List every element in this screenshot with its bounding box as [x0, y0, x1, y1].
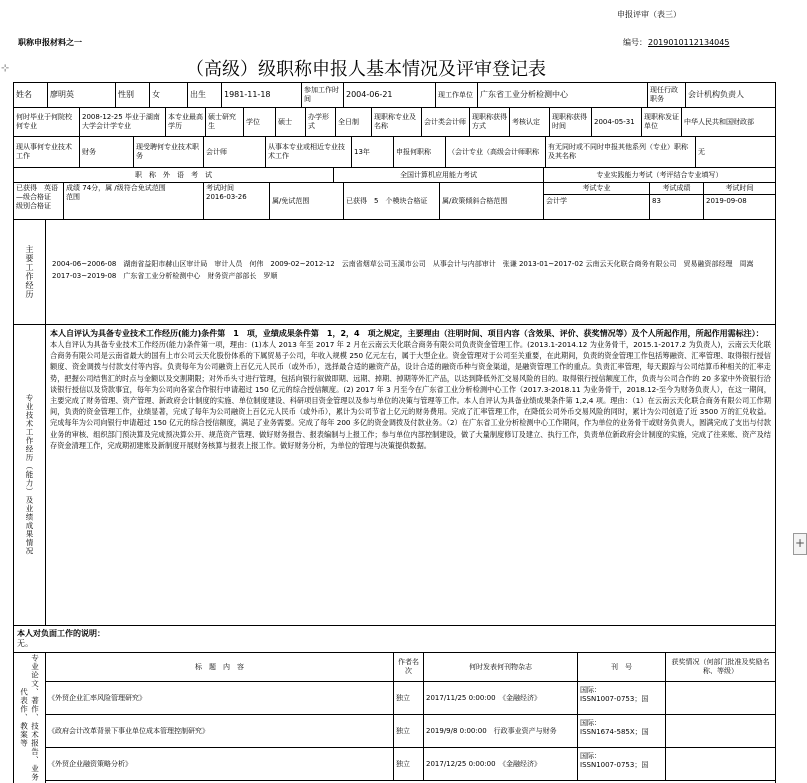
paper-issn-value: ISSN1007-0753；国	[580, 695, 649, 703]
paper-time: 2017/12/25 0:00:00 《金融经济》	[424, 748, 578, 780]
apply-value: 会计师	[204, 137, 266, 167]
way-value: 考核认定	[510, 108, 550, 136]
table-row	[46, 715, 775, 748]
experience-text-cell	[46, 220, 775, 324]
exam-time-value: 2016-03-26	[206, 193, 247, 201]
birth-label: 出生	[188, 83, 222, 107]
pro-value: 会计类会计师	[422, 108, 470, 136]
work-start-value: 2004-06-21	[344, 83, 436, 107]
negative-value: 无。	[17, 639, 33, 648]
number-label: 编号：	[623, 38, 647, 47]
paper-time: 2017/11/25 0:00:00 《金融经济》	[424, 682, 578, 714]
foreign-score-cell	[64, 183, 204, 219]
papers-title-header: 标 题 内 容	[46, 653, 394, 681]
exam-time2-value: 2019-09-08	[706, 197, 747, 205]
years-label: 从事本专业或相近专业技术工作	[266, 137, 352, 167]
computer-exam-header: 全国计算机应用能力考试	[334, 168, 544, 182]
form-code: 申报评审（表三）	[617, 10, 681, 19]
work-start-label: 参加工作时间	[302, 83, 344, 107]
papers-side-label: 专业论文、著作、技术报告、业务代表作、教案等	[19, 654, 40, 782]
table-row	[46, 748, 775, 781]
paper-issn-label: 国际：	[580, 719, 601, 727]
negative-cell	[14, 626, 775, 652]
paper-issn	[578, 682, 666, 714]
gender-label: 性别	[116, 83, 150, 107]
paper-issn-label: 国际：	[580, 686, 601, 694]
time-label: 现职称获得时间	[550, 108, 592, 136]
other-value: 无	[698, 147, 705, 156]
exam-time-header: 考试时间	[704, 183, 775, 195]
paper-title: 《政府会计改革背景下事业单位成本管理控制研究》	[46, 715, 394, 747]
education-row	[14, 108, 775, 137]
grad-label: 何时毕业于何院校何专业	[14, 108, 80, 136]
paper-author: 独立	[394, 682, 424, 714]
computer-exempt-cell	[440, 183, 544, 219]
birth-value: 1981-11-18	[222, 83, 302, 107]
score-exempt-label: /级符合免试范围	[114, 184, 166, 192]
paper-time: 2019/9/8 0:00:00 行政事业资产与财务	[424, 715, 578, 747]
move-handle-icon[interactable]: ⊹	[1, 63, 10, 74]
name-label: 姓名	[14, 83, 48, 107]
degree-value: 硕士	[276, 108, 306, 136]
scope-label: 范围	[66, 193, 80, 201]
exam-subject-header: 考试专业	[544, 183, 649, 195]
registration-table	[13, 82, 776, 783]
page-title: （高级）级职称申报人基本情况及评审登记表	[186, 59, 546, 80]
exempt-belong-label: 属	[272, 196, 279, 205]
paper-author: 独立	[394, 715, 424, 747]
paper-issn-label: 国际：	[580, 752, 601, 760]
unit-label: 现工作单位	[436, 83, 478, 107]
other-label: 有无同时或不同时申报其他系列（专业）职称及其名称	[546, 137, 696, 167]
add-row-button[interactable]: +	[793, 533, 807, 555]
practice-time-cell	[704, 183, 775, 219]
experience-label-cell	[14, 220, 46, 324]
paper-title: 《外贸企业融资策略分析》	[46, 748, 394, 780]
exam-subject-value: 会计学	[546, 197, 567, 205]
position-value: 会计机构负责人	[688, 90, 744, 99]
gender-value: 女	[150, 83, 188, 107]
unit-value: 广东省工业分析检测中心	[478, 83, 648, 107]
org-label: 现职称发证单位	[642, 108, 682, 136]
declare-value: （会计专业（高级会计师职称	[446, 137, 546, 167]
foreign-exempt-cell	[270, 183, 344, 219]
paper-award	[666, 748, 775, 780]
way-label: 现职称获得方式	[470, 108, 510, 136]
paper-author: 独立	[394, 748, 424, 780]
name-value: 廖明英	[48, 83, 116, 107]
level-label: 级别合格证	[16, 202, 51, 210]
years-value: 13年	[352, 137, 394, 167]
papers-issn-header: 刊 号	[578, 653, 666, 681]
current-work-row	[14, 137, 775, 168]
foreign-obtained	[14, 183, 64, 219]
mode-value: 全日制	[336, 108, 372, 136]
papers-author-header: 作者名次	[394, 653, 424, 681]
foreign-exam-header: 职 称 外 语 考 试	[14, 168, 334, 182]
time-value: 2004-05-31	[592, 108, 642, 136]
cur-value: 财务	[80, 137, 134, 167]
computer-belong: 属	[442, 196, 449, 205]
ability-row	[14, 325, 775, 626]
score-value: 74分，属	[82, 184, 113, 192]
paper-issn-value: ISSN1007-0753；国	[580, 761, 649, 769]
paper-issn	[578, 748, 666, 780]
exam-score-value: 83	[652, 197, 661, 205]
material-label: 职称申报材料之一	[18, 38, 82, 47]
degree-label: 学位	[244, 108, 276, 136]
computer-exempt: /政策倾斜合格范围	[449, 196, 508, 205]
declare-label: 申报何职称	[394, 137, 446, 167]
paper-title: 《外贸企业汇率风险管理研究》	[46, 682, 394, 714]
negative-row	[14, 626, 775, 653]
practice-score-cell	[650, 183, 704, 219]
ability-label-cell	[14, 325, 46, 625]
exam-score-header: 考试成绩	[650, 183, 703, 195]
negative-label: 本人对负面工作的说明：	[17, 629, 105, 638]
ability-label: 专业技术工作经历（能力）及业绩成果情况	[25, 394, 34, 556]
paper-issn-value: ISSN1674-585X；国	[580, 728, 649, 736]
papers-header-row	[46, 653, 775, 682]
paper-issn	[578, 715, 666, 747]
papers-table	[46, 653, 775, 783]
practice-exam-header: 专业实践能力考试（考评结合专业填写）	[596, 170, 723, 179]
experience-text: 2004-06~2006-08 湖南省益阳市赫山区审计局 审计人员 何伟 2009-02~2012-12 云南省烟草公司玉溪市公司 从事会计与内部审计 张谦 2013-01~2017-02 云南云天化联合商务有限公司 贸易融资部经理 周嵩 2017-03~2019-08 广东省工业分析检测中心 财务资产部部长 罗顺	[52, 260, 754, 280]
ability-text-cell	[46, 325, 775, 625]
pro-label: 现职称专业及名称	[372, 108, 422, 136]
edu-value: 硕士研究生	[206, 108, 244, 136]
edu-label: 本专业最高学历	[166, 108, 206, 136]
position-label: 现任行政职务	[648, 83, 686, 107]
foreign-obtained-label: 已获得 英语 —级合格证	[16, 184, 65, 201]
experience-label: 主要工作经历	[25, 245, 34, 299]
exempt-scope: /免试范围	[279, 196, 310, 205]
mode-label: 办学形式	[306, 108, 336, 136]
apply-label: 现受聘何专业技术职务	[134, 137, 204, 167]
basic-info-row	[14, 83, 775, 108]
foreign-exam-time-cell	[204, 183, 270, 219]
computer-obtained: 已获得 5 个模块合格证	[344, 183, 440, 219]
org-value: 中华人民共和国财政部	[684, 117, 754, 126]
papers-time-header: 何时发表何刊物杂志	[424, 653, 578, 681]
table-row	[46, 682, 775, 715]
paper-award	[666, 715, 775, 747]
ability-body: 本人自评认为具备专业技术工作经历(能力)条件第一项，理由：(1)本人 2013 年至 2017 年 2 月在云南云天化联合商务有限公司负责资金管理工作。(2013.1-2014.12 为业务骨干，2015.1-2017.2 为负责人)，云南云天化联合商务有限公司是云南省最大的国有上市公司云天化股份体系的下属贸易子公司，年收入规模 250 亿元左右，属于大型企业。资金管理对于公司至关重要，在此期间，负责的资金管理工作包括筹融资、汇率管理、取得银行授信额度、资金调拨与付款支付等内容。负责每年为公司融资上百亿元人民币（或外币），选择最合适的融资产品，设计合适的融资币种与资金渠道，是融资管理工作的重点。负责汇率管理，每天跟踪与公司结算币种相关的汇率走势，把握公司结售汇的时点与金额以及交割期限；对外币头寸进行管理，包括向银行叙做即期、远期、掉期、掉期等外汇产品，以达到降低外汇交易风险的目的。取得银行授信额度工作，负责与公司合作的 20 多家中外资银行洽谈银行授信以及贷款事宜，每年为公司向各家合作银行申请超过 150 亿元的综合授信额度。(2) 2017 年 3 月至今在广东省工业分析检测中心工作（2017.3-2018.11 为业务骨干，2018.12-至今为财务负责人），在这一期间，主要完成了财务管理、资产管理、新政府会计制度的实施、单位制度建设、科研项目资金管理以及参与单位的决策与管理等工作。本人自评认为具备业绩成果条件第 1,2,4 项。理由：（1）在云南云天化联合商务有限公司工作期间，负责的资金管理工作，业绩显著，完成了每年为公司融资上百亿元人民币（或外币），累计为公司节省上亿元的财务费用。完成了汇率管理工作，在降低公司外币交易风险的同时，累计为公司创造了近 3500 万的汇兑收益。完成每年为公司向银行申请超过 150 亿元的综合授信额度，满足了业务需要。完成了每年 200 多亿的资金调拨及付款业务。（2）在广东省工业分析检测中心工作期间，作为单位的业务骨干或财务负责人，圆满完成了支出与付款业务的审核、组织部门预决算及完成预决算公开、规范资产管理、做好财务报告、报表编制与上报工作；参与单位内部控制建设，做了大量制度修订及建立、执行工作，负责单位新政府会计制度的实施，完成了往来账、资产及结存资金清理工作，完成期初建账及新制度开展财务核算与报表上报工作。做好财务分析，为单位的管理与决策提供数据。	[50, 340, 771, 450]
number-value: 2019010112134045	[648, 38, 730, 47]
ability-intro: 本人自评认为具备专业技术工作经历(能力)条件第 1 项，业绩成果条件第 1，2，4 项之规定，主要理由（注明时间、项目内容（含效果、评价、获奖情况等）及个人所起作用，所起作用需标注）：	[50, 329, 764, 338]
papers-section	[14, 653, 775, 783]
exam-detail-row	[14, 183, 775, 220]
exam-time-label: 考试时间	[206, 184, 234, 192]
grad-value: 2008-12-25 毕业于湖南大学会计学专业	[80, 108, 166, 136]
paper-award	[666, 682, 775, 714]
score-label: 成绩	[66, 184, 80, 192]
papers-label-cell	[14, 653, 46, 783]
practice-subject-cell	[544, 183, 650, 219]
exam-header-row	[14, 168, 775, 183]
papers-award-header: 获奖情况（何部门批准及奖励名称、等级）	[671, 658, 770, 675]
experience-row	[14, 220, 775, 325]
cur-label: 现从事何专业技术工作	[14, 137, 80, 167]
